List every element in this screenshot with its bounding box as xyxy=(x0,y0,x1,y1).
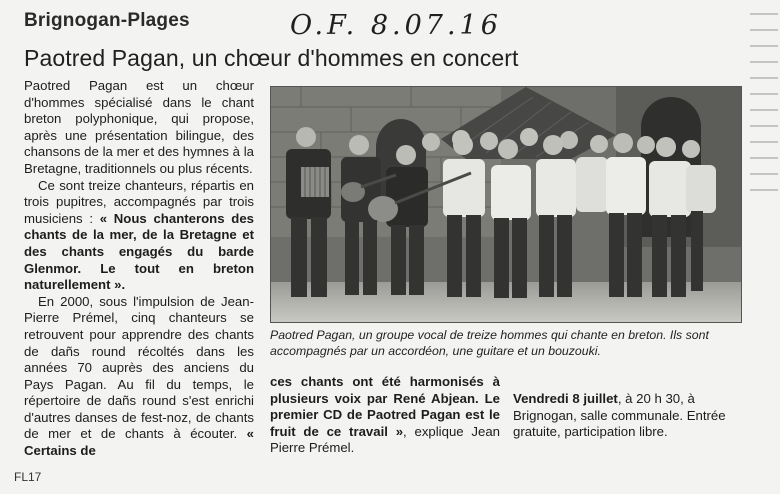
paragraph-history xyxy=(24,294,254,460)
event-info xyxy=(513,391,743,441)
choir-photo-drawing xyxy=(271,87,741,322)
page-folio: FL17 xyxy=(14,470,42,484)
article-column-2 xyxy=(270,374,500,457)
paragraph-intro: Paotred Pagan est un chœur d'hommes spécialisé dans le chant breton polyphonique, qui propose, après une présentation bilingue, des chansons de la mer et des hymnes à la Bretagne, traditionnels ou plus récents. xyxy=(24,78,254,176)
paragraph-singers-quote: « Nous chanterons des chants de la mer, de la Bretagne et des chants engagés du barde Glenmor. Le tout en breton naturellement ». xyxy=(24,210,254,293)
paragraph-history-quote: « Certains de xyxy=(24,426,254,459)
handwritten-date-note: O.F. 8.07.16 xyxy=(290,10,502,41)
event-details: , à 20 h 30, à Brignogan, salle communale. Entrée gratuite, participation libre. xyxy=(513,391,726,440)
bleed-through-lines xyxy=(748,0,780,280)
section-heading: Brignogan-Plages xyxy=(24,10,190,31)
column-2-quote: ces chants ont été harmonisés à plusieurs voix par René Abjean. Le premier CD de Paotred Pagan est le fruit de ce travail » xyxy=(270,374,500,439)
event-date: Vendredi 8 juillet xyxy=(513,391,618,406)
adjacent-article-bleed-through xyxy=(748,0,780,280)
article-headline: Paotred Pagan, un chœur d'hommes en concert xyxy=(24,45,519,71)
paragraph-history-text: En 2000, sous l'impulsion de Jean-Pierre Prémel, cinq chanteurs se retrouvent pour apprendre des chants de dañs round récoltés dans les années 70 auprès des anciens du Pays Pagan. Au fil du temps, le répertoire de dañs round s'est enrichi d'autres danses de fest-noz, de chants de mer et de chants à écouter. xyxy=(24,293,254,442)
column-2-attribution: , explique Jean Pierre Prémel. xyxy=(270,423,500,456)
choir-photo xyxy=(270,86,742,323)
photo-caption: Paotred Pagan, un groupe vocal de treize hommes qui chante en breton. Ils sont accompagnés par un accordéon, une guitare et un bouzouki. xyxy=(270,328,709,358)
paragraph-singers-text: Ce sont treize chanteurs, répartis en trois pupitres, accompagnés par trois musiciens : xyxy=(24,177,254,226)
article-column-1 xyxy=(24,78,254,460)
paragraph-singers xyxy=(24,178,254,294)
